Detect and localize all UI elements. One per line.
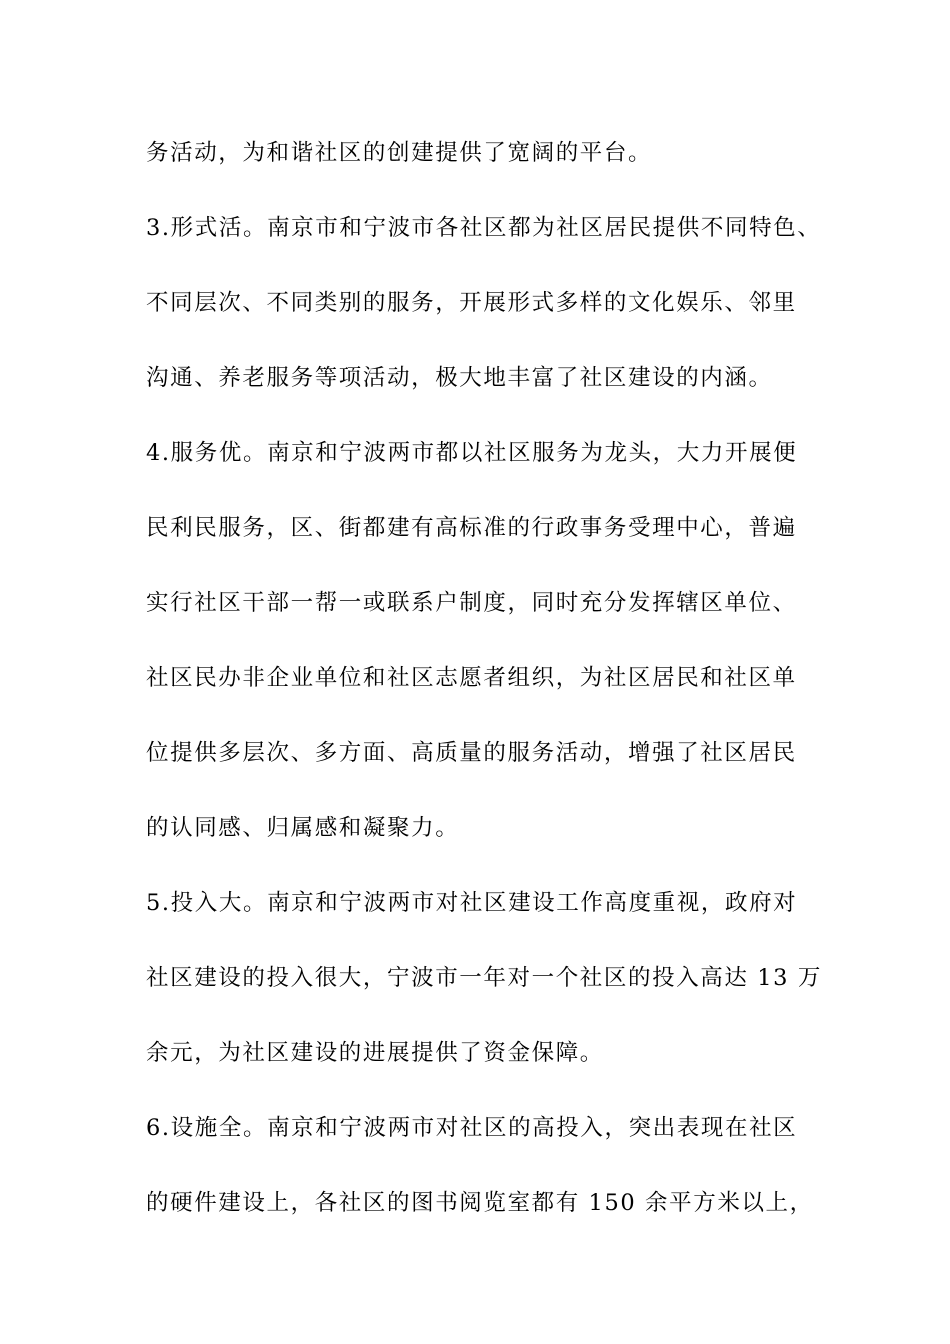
text-line: 的认同感、归属感和凝聚力。: [146, 815, 460, 841]
text-line: 3.形式活。南京市和宁波市各社区都为社区居民提供不同特色、: [146, 215, 822, 241]
text-line: 的硬件建设上，各社区的图书阅览室都有 150 余平方米以上，: [146, 1190, 814, 1216]
text-line: 社区建设的投入很大，宁波市一年对一个社区的投入高达 13 万: [146, 965, 822, 991]
text-line: 6.设施全。南京和宁波两市对社区的高投入，突出表现在社区: [146, 1115, 798, 1141]
text-line: 务活动，为和谐社区的创建提供了宽阔的平台。: [146, 140, 653, 166]
text-line: 5.投入大。南京和宁波两市对社区建设工作高度重视，政府对: [146, 890, 798, 916]
text-line: 民利民服务，区、街都建有高标准的行政事务受理中心，普遍: [146, 515, 797, 541]
text-line: 沟通、养老服务等项活动，极大地丰富了社区建设的内涵。: [146, 365, 773, 391]
text-line: 不同层次、不同类别的服务，开展形式多样的文化娱乐、邻里: [146, 290, 797, 316]
text-line: 位提供多层次、多方面、高质量的服务活动，增强了社区居民: [146, 740, 797, 766]
body-text: [146, 131, 826, 1256]
text-line: 余元，为社区建设的进展提供了资金保障。: [146, 1040, 604, 1066]
text-line: 社区民办非企业单位和社区志愿者组织，为社区居民和社区单: [146, 665, 797, 691]
text-line: 实行社区干部一帮一或联系户制度，同时充分发挥辖区单位、: [146, 590, 797, 616]
text-line: 4.服务优。南京和宁波两市都以社区服务为龙头，大力开展便: [146, 440, 798, 466]
